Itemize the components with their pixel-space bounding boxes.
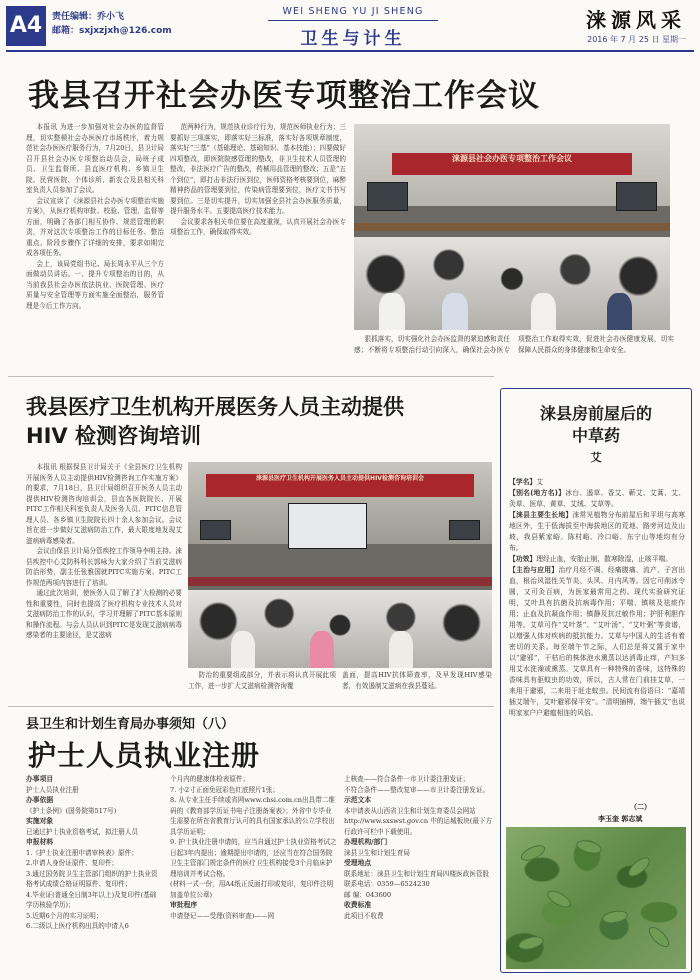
article1-photo [354, 124, 670, 330]
photo-figure [389, 631, 413, 668]
item-label: 申报材料 [26, 838, 54, 846]
photo-table [354, 223, 670, 231]
article2-para: 防治的重要组成部分，并表示将认真开展此项工作，进一步扩大艾滋病检测咨询覆 [188, 671, 336, 690]
item-text: 申请登记——受理(资料审查)——网 [170, 911, 275, 920]
item-text: 3.通过国务院卫生主管部门组织的护士执业资格考试成绩合格证明原件、复印件； [26, 869, 158, 888]
item-text: 5.近期6个月的实习证明； [26, 911, 103, 920]
article3-headline: 护士人员执业注册 [28, 739, 261, 772]
article2-para: 盖面，提高HIV抗体筛查率，及早发现HIV感染者，有效遏制艾滋病在我县蔓延。 [342, 671, 492, 690]
item-label: 办事项目 [26, 775, 54, 783]
editor-email: 邮箱：sxjxzjxh@126.com [52, 26, 172, 36]
item-text: 6.二级以上医疗机构出具的申请人6 [26, 922, 129, 930]
photo-screen [367, 182, 408, 211]
photo-projector-screen [288, 503, 367, 548]
editor-name: 责任编辑：乔小飞 [52, 12, 125, 22]
article1-col2 [170, 122, 346, 366]
article3-kicker: 县卫生和计划生育局办事须知（八） [26, 717, 235, 732]
leaf-shape [601, 909, 629, 925]
issue-date: 2016 年 7 月 25 日 星期一 [587, 35, 686, 44]
item-text: (材料一式一份，用A4纸正反面打印或复印，复印件注明加盖单位公章) [170, 880, 334, 899]
item-label: 受理地点 [344, 859, 372, 867]
item-text: 联系电话：0359—6524230 [344, 880, 430, 888]
item-text: 1.《护士执业注册申请审核表》原件； [26, 848, 138, 857]
item-label: 实施对象 [26, 817, 54, 825]
photo-figure [607, 293, 632, 330]
photo-figure [379, 293, 404, 330]
article1-para: 本报讯 为进一步加强对社会办医的监督管理，切实整顿社会办医医疗市场秩序，着力规范社会办医医疗服务行为，7月20日，县卫计局召开县社会办医专项整治动员会，局班子成员、卫生监督所、县直医疗机构、乡镇卫生院、民营医院、个体诊所、新农合及县相关科室负责人员参加了会议。 [26, 123, 164, 194]
item-label: 审批程序 [170, 901, 198, 909]
section-title: 卫生与计生 [300, 29, 406, 49]
item-label: 示范文本 [344, 796, 372, 804]
leaf-shape [545, 887, 574, 910]
photo-screen [449, 520, 479, 541]
sidebar-label: 【主治与应用】 [509, 566, 559, 574]
article1-para: 会议宣读了《涞源县社会办医专项整治实施方案》，从医疗机构审批、校验、管理、监督等方面，明确了各部门相互协作、规范管理的职责，并对这次专项整治工作的目标任务、整治重点、阶段步骤作了详细的安排，要求如期完成各项任务。 [26, 196, 164, 257]
editor-info [52, 10, 172, 38]
photo-banner: 涞源县社会办医专项整治工作会议 [392, 153, 632, 176]
article2-para: 本报讯 根据保县卫计局关于《全县医疗卫生机构开展医务人员主动提供HIV检测咨询工作实施方案》的要求，7月18日，县卫计局组织召开医务人员主动提供HIV检测咨询培训会，县直各医院院长、开展PITC工作相关科室负责人及医务人员、PITC信息管理人员、各乡镇卫生院院长四十余人参加会议。会议旨在进一步做好艾滋病防治工作，最大限度地发现艾滋病病毒感染者。 [26, 463, 182, 545]
article2-headline-line2: HIV 检测咨询培训 [26, 424, 201, 448]
photo-figure [310, 631, 334, 668]
section-rule [268, 20, 438, 21]
sidebar-value: 艾 [536, 478, 543, 486]
item-label: 办事依据 [26, 796, 54, 804]
newspaper-brand: 涞源风采 [586, 8, 686, 32]
item-label: 收费标准 [344, 901, 372, 909]
sidebar-label: 【学名】 [509, 478, 537, 486]
sidebar-text [509, 477, 685, 797]
article2-col3 [342, 670, 492, 700]
sidebar-label: 【功效】 [509, 555, 537, 563]
item-text: 本申请表从山西省卫生和计划生育委员会网站 http://www.sxswst.gov.cn 中的运城板块(最下方行政许可栏中下载使用。 [344, 806, 493, 836]
article2-col2 [188, 670, 336, 700]
sidebar-value: 冰台、遏草、香艾、蕲艾、艾蒿、艾、灸草、医草、黄草、艾绒、艾草等。 [509, 489, 685, 508]
photo-banner: 涞源县医疗卫生机构开展医务人员主动提供HIV检测咨询培训会 [206, 474, 474, 497]
sidebar-title-line2: 中草药 [571, 426, 620, 445]
photo-screen [616, 182, 657, 211]
article2-photo [188, 462, 492, 668]
article1-col1 [26, 122, 164, 340]
article2-headline-line1: 我县医疗卫生机构开展医务人员主动提供 [26, 395, 404, 419]
article1-para: 会议要求各相关单位要在高度重视，认真开展社会办医专项整治工作，确保取得实效。 [170, 217, 346, 236]
item-text: 护士人员执业注册 [26, 785, 79, 794]
leaf-shape [517, 934, 545, 952]
article2-para: 通过此次培训，使医务人员了解了扩大检测的必要性和重要性，同时也提高了医疗机构专业技术人员对艾滋病防治工作的认识，学习并理解了PITC基本原则和操作流程。与会人员认识到PITC是发现艾滋病病毒感染者的主要途径，是艾滋病 [26, 589, 182, 639]
item-text: 个月内的健康体检表原件； [170, 775, 250, 783]
divider [8, 376, 494, 377]
photo-table [188, 577, 492, 585]
leaf-shape [575, 838, 603, 856]
item-text: 联系地址：涞县卫生和计划生育局四楼医政医管股 [344, 869, 490, 878]
sidebar-value: 治疗月经不调、经痛腹痛、流产、子宫出血，根治风湿性关节炎、头风、月内风等。因它可削冰令圆，又可灸百病，为医家最常用之药。现代实验研究证明，艾叶具有抗菌及抗病毒作用；平喘、镇咳及祛痰作用；止血及抗凝血作用；镇静及抗过敏作用；护肝利胆作用等。艾草可作“艾叶茶”、“艾叶汤”、“艾叶粥”等食谱，以增强人体对疾病的抵抗能力。艾草与中国人的生活有着密切的关系。每至端午节之际，人们总是将艾置于家中以“避邪”，干枯后的株体泡水熏蒸以达消毒止痒，产妇多用艾水洗澡或熏蒸。艾草具有一种特殊的香味，这特殊的香味具有驱蚊虫的功效，所以，古人常在门前挂艾草，一来用于避邪，二来用于赶走蚊虫。民间流有俗语曰：“嘉靖插艾端午，艾叶避邪保平安”。“清明插柳，端午插艾”也说明家家户户避瘟相连的风俗。 [509, 566, 685, 717]
leaf-shape [646, 924, 673, 951]
photo-figure [442, 293, 467, 330]
sidebar-label: 【涞县主要生长地】 [509, 511, 573, 519]
leaf-shape [519, 842, 548, 864]
sidebar-value: 涞常见植物分布前屋后和平坦与高寒地区外，生于低海拔至中海拔地区的荒地、路旁河边及山坡，我县紫家峪、陈村峪、冷口峪、东宁山等地均有分布。 [509, 511, 685, 552]
article3-col3 [344, 774, 494, 974]
article3-col2 [170, 774, 338, 974]
sidebar-value: 理经止血，安胎止崩，散寒除湿，止咳平喘。 [536, 555, 673, 563]
item-text: 邮 编：043600 [344, 890, 392, 899]
leaf-shape [625, 854, 653, 880]
photo-figure [531, 293, 556, 330]
sidebar-subtitle: 艾 [590, 451, 602, 464]
photo-screen [200, 520, 230, 541]
mugwort-photo [506, 827, 686, 969]
item-text: 涞县卫生和计划生育局 [344, 848, 410, 857]
photo-figure [231, 631, 255, 668]
item-text: 4.毕业证(普通全日制3年以上)及复印件(基础学历核验学历)； [26, 890, 157, 909]
item-text: 不符合条件——整改复审——市卫计委注册发证。 [344, 785, 490, 794]
item-text: 8. 从专业主任手续或省网www.cbsi.com.cn出具带二维码的《教育部学历证书电子注册备案表》；外省中专毕业生需要在所在省教育厅认可的具有国家承认的公立学校出具学历证明； [170, 796, 335, 836]
article2-para: 会议由保县卫计局分管疾控工作领导李明主持。涞县疾控中心艾防科科长郭咏为大家介绍了当前艾滋病防治形势，副主任张雅国就PITC实施方案、PITC工作规范两项内容进行了培训。 [26, 547, 182, 587]
article1-para: 会上，该局党组书记、局长周永平从三个方面做动员讲话。一、提升专项整治的目的，从当前我县社会办医依法执业、医院管理、医疗质量与安全管理等方面实施全面整治，服务管理是今后工作方向。 [26, 259, 164, 310]
section-pinyin: WEI SHENG YU JI SHENG [282, 6, 424, 17]
sidebar-title-line1: 涞县房前屋后的 [539, 404, 652, 423]
item-text: 9. 护士执业注册申请的，应当自通过护士执业资格考试之日起3年内提出；逾期提出申请的，还应当在符合国务院卫生主管部门规定条件的医疗卫生机构接受3个月临床护理培训并考试合格。 [170, 838, 337, 878]
item-text: 上核查——符合条件一市卫计委注册发证； [344, 775, 470, 783]
item-label: 办理机构/部门 [344, 838, 388, 846]
item-text: 已通过护士执业资格考试，拟注册人员 [26, 827, 139, 836]
sidebar-author: 李玉奎 郭志斌 [598, 815, 643, 823]
article1-caption [354, 334, 674, 368]
masthead-rule [6, 50, 694, 52]
sidebar-part: （二） [630, 803, 651, 811]
article1-para: 范两种行为，规范执业诊疗行为，规范医师执业行为；三要抓好三项落实，即落实好三标准，落实好各项规章制度，落实好“三基”（基础理论、基础知识、基本技能）；四要做好四项整改，即医院院感管理的整改，非卫生技术人员管理的整改，非法医疗广告的整改，药械用品管理的整改；五是“五个到位”，即打击非法行医到位，医师资格考核要到位，麻醉精神药品的管理要到位，传染病管理要到位，医疗文书书写要到位。三是切实提升，切实加强全县社会办医服务质量，提升服务水平。五要提高医疗技术能力。 [170, 123, 346, 215]
sidebar-label: 【别名(地方名)】 [509, 489, 566, 497]
article1-caption-text: 狠抓落实，切实强化社会办医监督的紧迫感和责任感；不断将专项整治行动引向深入，确保社会办医专项整治工作取得实效，促进社会办医健康发展，切实保障人民群众的身体健康和生命安全。 [354, 335, 674, 354]
item-text: 7. 小2寸正面免冠彩色红底照片1张； [170, 785, 280, 794]
item-text: 《护士条例》(国务院第517号) [26, 806, 117, 815]
item-text: 此项目不收费 [344, 911, 384, 920]
item-text: 2.申请人身份证原件、复印件； [26, 859, 119, 867]
page-number-badge: A4 [6, 6, 46, 46]
article2-col1 [26, 462, 182, 698]
article3-col1 [26, 774, 162, 974]
article1-headline: 我县召开社会办医专项整治工作会议 [28, 78, 540, 114]
divider [8, 706, 494, 707]
